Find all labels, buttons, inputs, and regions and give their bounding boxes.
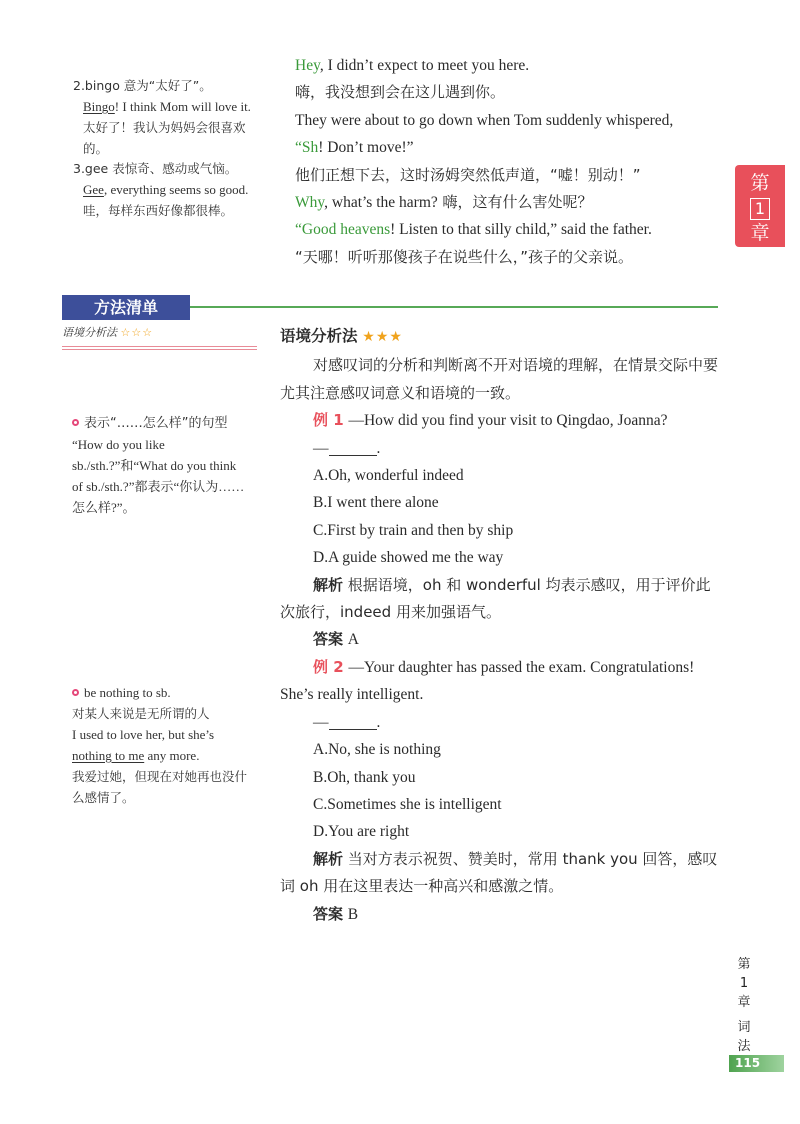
example-1-option-a: A.Oh, wonderful indeed xyxy=(313,467,464,485)
chapter-number: 1 xyxy=(750,198,770,220)
chapter-marker: 第 1 章 词 法 xyxy=(737,957,751,1054)
subtitle-rule xyxy=(62,349,257,350)
note-heading: be nothing to sb. xyxy=(84,685,171,700)
example-2-answer: 答案 B xyxy=(313,904,359,923)
dialog-line: Why, what’s the harm? 嗨，这有什么害处呢？ xyxy=(295,193,593,212)
dialog-line: “Sh! Don’t move!” xyxy=(295,139,414,157)
example-1-blank: — . xyxy=(313,439,381,457)
note-heading: 2.bingo 意为“太好了”。 xyxy=(73,78,212,93)
example-2-blank: — . xyxy=(313,713,381,731)
example-1-answer: 答案 A xyxy=(313,630,359,649)
example-1-question: 例 1 —How did you find your visit to Qingdao, Joanna? xyxy=(313,411,668,430)
sidebar-note-how-do-you-like xyxy=(72,413,247,518)
dialog-line: 嗨，我没想到会在这儿遇到你。 xyxy=(295,83,506,102)
note-heading: 3.gee 表惊奇、感动或气恼。 xyxy=(73,161,238,176)
bullet-icon xyxy=(72,689,79,696)
rating-stars-icon: ★★★ xyxy=(362,329,403,345)
dialog-line: “Good heavens! Listen to that silly child,” said the father. xyxy=(295,221,652,239)
rating-stars-icon: ☆☆☆ xyxy=(120,326,154,339)
note-translation: 哇，每样东西好像都很棒。 xyxy=(83,203,234,218)
note-heading: 表示“……怎么样”的句型 xyxy=(84,416,228,431)
sidebar-note-gee xyxy=(73,158,253,221)
example-2-option-c: C.Sometimes she is intelligent xyxy=(313,795,502,813)
section-subtitle: 语境分析法 ☆☆☆ xyxy=(62,326,154,339)
note-translation: 我爱过她，但现在对她再也没什么感情了。 xyxy=(72,769,248,805)
dialog-examples xyxy=(295,52,725,271)
dialog-line: Hey, I didn’t expect to meet you here. xyxy=(295,57,530,74)
method-intro: 对感叹词的分析和判断离不开对语境的理解，在情景交际中要尤其注意感叹词意义和语境的一致。 xyxy=(280,356,719,402)
dialog-line: They were about to go down when Tom suddenly whispered, xyxy=(295,111,674,129)
bullet-icon xyxy=(72,419,79,426)
sidebar-note-be-nothing-to xyxy=(72,682,250,808)
section-title: 方法清单 xyxy=(62,295,190,320)
note-body: “How do you like sb./sth.?”和“What do you think of sb./sth.?”都表示“你认为……怎么样?”。 xyxy=(72,437,245,515)
note-meaning: 对某人来说是无所谓的人 xyxy=(72,706,210,721)
example-2-question: 例 2 —Your daughter has passed the exam. Congratulations! She’s really intelligent. xyxy=(280,657,695,704)
note-example: ! I think Mom will love it. xyxy=(114,99,251,114)
example-2-option-a: A.No, she is nothing xyxy=(313,741,441,759)
answer-blank xyxy=(329,441,377,456)
answer-blank xyxy=(329,715,377,730)
example-2-explanation: 解析 当对方表示祝贺、赞美时，常用 thank you 回答，感叹词 oh 用在这里表达一种高兴和感激之情。 xyxy=(280,849,718,896)
page-number: 115 xyxy=(729,1055,784,1072)
note-example: I used to love her, but she’s nothing to me any more. xyxy=(72,727,215,763)
sidebar-note-bingo xyxy=(73,75,253,159)
note-keyword: Gee xyxy=(83,182,104,197)
section-divider xyxy=(190,306,718,308)
chapter-tab: 第 1 章 xyxy=(735,165,785,247)
main-content xyxy=(280,323,720,928)
example-1-option-c: C.First by train and then by ship xyxy=(313,521,514,539)
note-translation: 太好了！我认为妈妈会很喜欢的。 xyxy=(83,120,246,156)
example-1-explanation: 解析 根据语境，oh 和 wonderful 均表示感叹，用于评价此次旅行，indeed 用来加强语气。 xyxy=(280,575,711,622)
method-heading: 语境分析法 xyxy=(280,327,358,345)
example-1-option-b: B.I went there alone xyxy=(313,494,439,512)
note-keyword: Bingo xyxy=(83,99,115,114)
example-2-option-d: D.You are right xyxy=(313,823,410,841)
example-2-option-b: B.Oh, thank you xyxy=(313,768,416,786)
subtitle-rule xyxy=(62,346,257,347)
dialog-line: 他们正想下去，这时汤姆突然低声道，“嘘！别动！” xyxy=(295,165,641,184)
note-example: , everything seems so good. xyxy=(103,182,249,197)
dialog-line: “天哪！听听那傻孩子在说些什么，”孩子的父亲说。 xyxy=(295,247,634,266)
example-1-option-d: D.A guide showed me the way xyxy=(313,549,504,567)
